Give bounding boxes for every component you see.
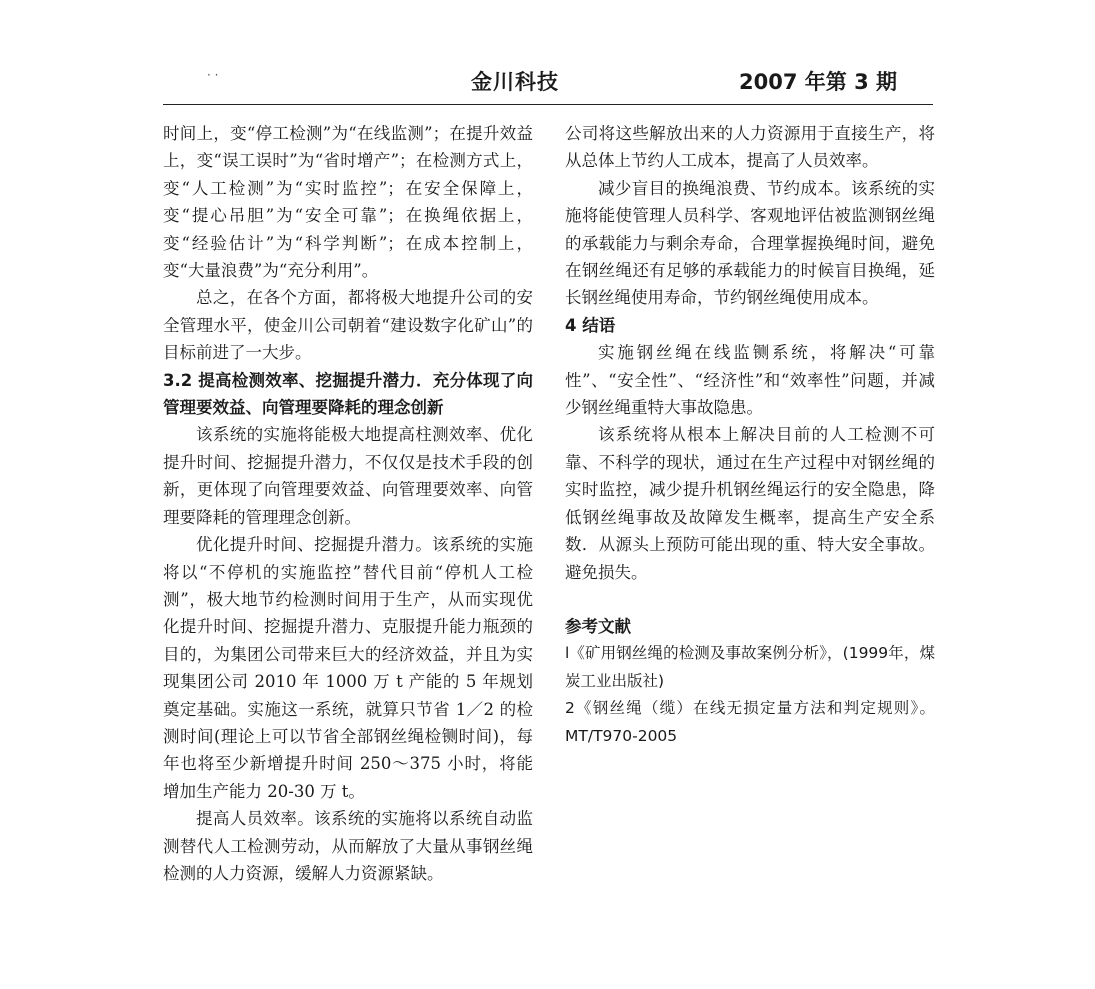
paragraph: 该系统将从根本上解决目前的人工检测不可靠、不科学的现状，通过在生产过程中对钢丝绳的实时监控，减少提升机钢丝绳运行的安全隐患，降低钢丝绳事故及故障发生概率，提高生产安全系数．从源头上预防可能出现的重、特大安全事故。避免损失。	[565, 425, 935, 582]
issue-label: 2007 年第 3 期	[739, 70, 897, 94]
paragraph: 该系统的实施将能极大地提高柱测效率、优化提升时间、挖掘提升潜力，不仅仅是技术手段的创新，更体现了向管理要效益、向管理要效率、向管理要降耗的管理理念创新。	[163, 425, 533, 527]
page-header	[163, 62, 933, 102]
header-mark: · ·	[207, 68, 219, 82]
reference-item: l《矿用钢丝绳的检测及事故案例分析》，(1999年，煤炭工业出版社)	[565, 644, 935, 690]
paragraph: 优化提升时间、挖掘提升潜力。该系统的实施将以“不停机的实施监控”替代目前“停机人工检测”，极大地节约检测时间用于生产，从而实现优化提升时间、挖掘提升潜力、克服提升能力瓶颈的目的，为集团公司带来巨大的经济效益，并且为实现集团公司 2010 年 1000 万 t 产能的 5 年规划奠定基础。实施这一系统，就算只节省 1／2 的检测时间(理论上可以节省全部钢丝绳检铡时间)，每年也将至少新增提升时间 250～375 小时，将能增加生产能力 20-30 万 t。	[163, 535, 533, 801]
references-title: 参考文献	[565, 616, 631, 636]
reference-item: 2《钢丝绳（缆）在线无损定量方法和判定规则》。MT/T970-2005	[565, 699, 935, 745]
right-column	[565, 120, 935, 750]
journal-title: 金川科技	[471, 70, 559, 94]
paragraph: 公司将这些解放出来的人力资源用于直接生产，将从总体上节约人工成本，提高了人员效率。	[565, 124, 935, 171]
left-column	[163, 120, 533, 887]
paragraph: 提高人员效率。该系统的实施将以系统自动监测替代人工检测劳动，从而解放了大量从事钢丝绳检测的人力资源，缓解人力资源紧缺。	[163, 809, 533, 883]
header-rule	[163, 104, 933, 105]
section-heading-3-2: 3.2 提高检测效率、挖掘提升潜力．充分体现了向管理要效益、向管理要降耗的理念创新	[163, 370, 533, 418]
paragraph: 时间上，变“停工检测”为“在线监测”；在提升效益上，变“误工误时”为“省时增产”；在检测方式上，变“人工检测”为“实时监控”；在安全保障上，变“提心吊胆”为“安全可靠”；在换绳依据上，变“经验估计”为“科学判断”；在成本控制上，变“大量浪费”为“充分利用”。	[163, 124, 533, 281]
section-heading-4: 4 结语	[565, 315, 616, 335]
paragraph: 总之，在各个方面，都将极大地提升公司的安全管理水平，使金川公司朝着“建设数字化矿山”的目标前进了一大步。	[163, 288, 533, 363]
paragraph: 减少盲目的换绳浪费、节约成本。该系统的实施将能使管理人员科学、客观地评估被监测钢丝绳的承载能力与剩余寿命，合理掌握换绳时间，避免在钢丝绳还有足够的承载能力的时候盲目换绳，延长钢丝绳使用寿命，节约钢丝绳使用成本。	[565, 178, 935, 308]
paragraph: 实施钢丝绳在线监铡系统，将解决“可靠性”、“安全性”、“经济性”和“效率性”问题，并减少钢丝绳重特大事故隐患。	[565, 343, 935, 418]
